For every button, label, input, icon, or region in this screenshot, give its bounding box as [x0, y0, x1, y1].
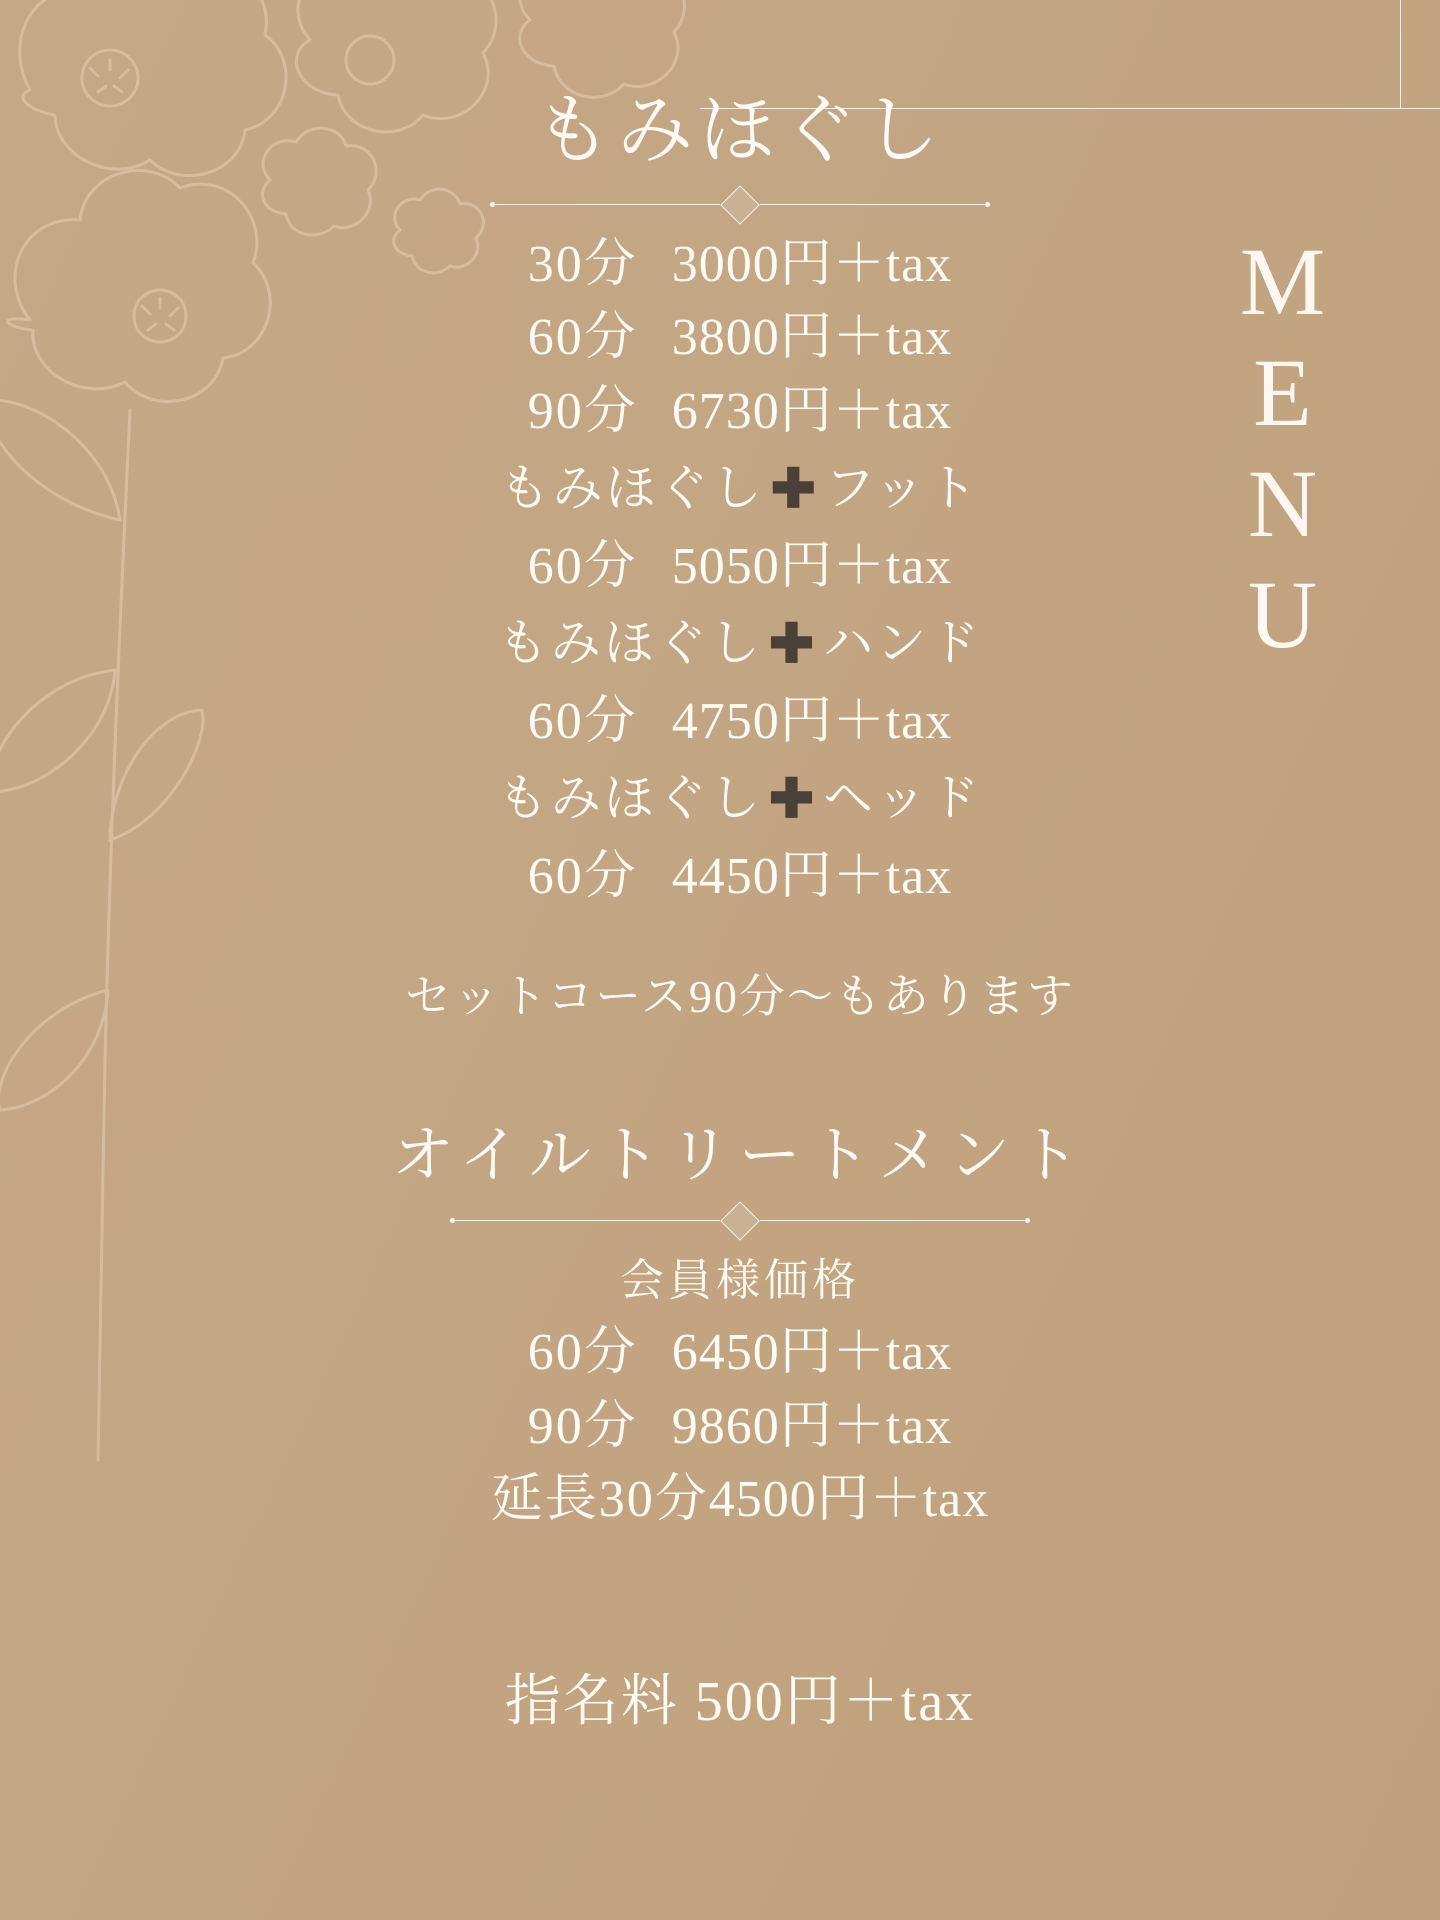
diamond-icon [720, 185, 760, 225]
divider-momihogushi [300, 192, 1180, 218]
price-label: 6450円＋tax [671, 1323, 953, 1381]
price-label: 4500円＋tax [708, 1471, 990, 1529]
combo-right-label: ハンド [823, 614, 983, 671]
duration-label: 60分 [527, 309, 638, 367]
set-course-note: セットコース90分〜もあります [405, 970, 1075, 1022]
divider-oil-treatment [300, 1208, 1180, 1234]
duration-label: 60分 [527, 538, 638, 596]
duration-label: 90分 [527, 1397, 638, 1455]
duration-label: 30分 [527, 235, 638, 293]
duration-label: 60分 [527, 692, 638, 750]
section-title-momihogushi: もみほぐし [535, 89, 945, 173]
combo-title [300, 604, 1180, 685]
combo-right-label: ヘッド [823, 769, 983, 826]
price-row [300, 685, 1180, 759]
price-row [300, 1390, 1180, 1464]
price-row [300, 1316, 1180, 1390]
plus-icon: ✚ [770, 459, 819, 520]
divider-line-left [450, 1220, 720, 1221]
price-row-extension [300, 1463, 1180, 1537]
price-row [300, 530, 1180, 604]
duration-label: 60分 [527, 1323, 638, 1381]
combo-left-label: もみほぐし [497, 614, 763, 671]
price-label: 3800円＋tax [671, 309, 953, 367]
price-label: 4450円＋tax [671, 847, 953, 905]
combo-left-label: もみほぐし [497, 769, 763, 826]
price-row [300, 301, 1180, 375]
combo-left-label: もみほぐし [499, 460, 765, 517]
price-label: 5050円＋tax [671, 538, 953, 596]
combo-title [300, 449, 1180, 530]
nomination-fee-row: 指名料 500円＋tax [504, 1671, 976, 1734]
divider-line-right [760, 1220, 1030, 1221]
diamond-icon [720, 1201, 760, 1241]
divider-line-left [490, 204, 720, 205]
section-title-oil-treatment: オイルトリートメント [391, 1121, 1089, 1190]
price-row [300, 375, 1180, 449]
price-label: 3000円＋tax [671, 235, 953, 293]
price-row [300, 840, 1180, 914]
duration-label: 延長30分 [490, 1471, 709, 1529]
plus-icon: ✚ [768, 613, 818, 674]
combo-right-label: フット [824, 460, 981, 517]
member-price-label: 会員様価格 [620, 1255, 860, 1305]
duration-label: 60分 [527, 847, 638, 905]
top-right-vertical-rule [1400, 0, 1401, 108]
duration-label: 90分 [527, 383, 638, 441]
price-row [300, 228, 1180, 302]
combo-title [300, 759, 1180, 840]
price-label: 9860円＋tax [671, 1397, 953, 1455]
price-label: 4750円＋tax [671, 692, 953, 750]
divider-line-right [760, 204, 990, 205]
menu-content [300, 0, 1180, 1737]
menu-vertical-label: MENU [1229, 228, 1336, 672]
plus-icon: ✚ [768, 768, 818, 829]
price-label: 6730円＋tax [671, 383, 953, 441]
